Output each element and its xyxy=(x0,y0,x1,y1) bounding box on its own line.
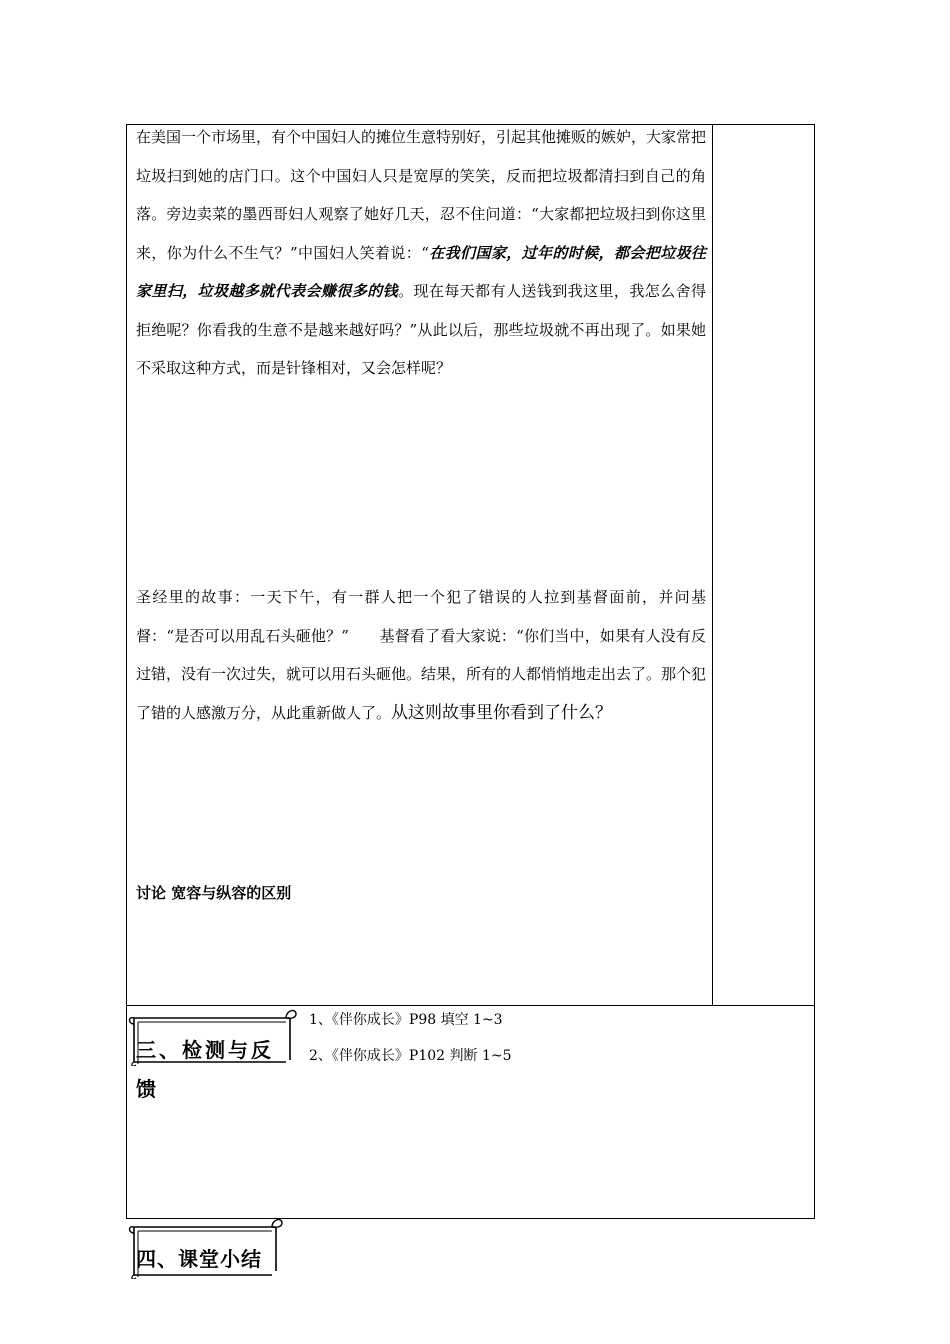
story-market-text: 在美国一个市场里，有个中国妇人的摊位生意特别好，引起其他摊贩的嫉妒，大家常把垃圾扫到她的店门口。这个中国妇人只是宽厚的笑笑，反而把垃圾都清扫到自己的角落。旁边卖菜的墨西哥妇人观察了她好几天，忍不住问道：“大家都把垃圾扫到你这里来，你为什么不生气？”中国妇人笑着说：“ xyxy=(136,128,707,262)
section4-scroll-banner xyxy=(126,1217,284,1279)
story-bible-paragraph xyxy=(136,578,706,732)
story-market-text-end: 。现在每天都有人送钱到我这里，我怎么舍得拒绝呢？你看我的生意不是越来越好吗？”从此以后，那些垃圾就不再出现了。如果她不采取这种方式，而是针锋相对，又会怎样呢？ xyxy=(136,282,706,377)
task-item: 1、《伴你成长》P98 填空 1~3 xyxy=(309,1012,503,1028)
discussion-prompt: 讨论 宽容与纵容的区别 xyxy=(136,884,292,902)
section3-scroll-banner xyxy=(126,1004,298,1066)
task-item: 2、《伴你成长》P102 判断 1~5 xyxy=(309,1048,512,1064)
story-bible-question: 从这则故事里你看到了什么？ xyxy=(391,702,613,723)
section3-title-continued: 馈 xyxy=(136,1077,156,1101)
story-market-emphasis: 在我们国家，过年的时候，都会把垃圾往家里扫，垃圾越多就代表会赚很多的钱 xyxy=(136,243,706,300)
column-divider xyxy=(712,124,713,1006)
section3-title: 三、检测与反 xyxy=(136,1038,274,1062)
section4-title: 四、课堂小结 xyxy=(136,1247,262,1271)
story-bible-text: 圣经里的故事：一天下午，有一群人把一个犯了错误的人拉到基督面前，并问基督：“是否可以用乱石头砸他？” 基督看了看大家说：“你们当中，如果有人没有反过错，没有一次过失，就可以用石头砸他。结果，所有的人都悄悄地走出去了。那个犯了错的人感激万分，从此重新做人了。 xyxy=(136,588,707,722)
story-market-paragraph xyxy=(136,118,706,388)
